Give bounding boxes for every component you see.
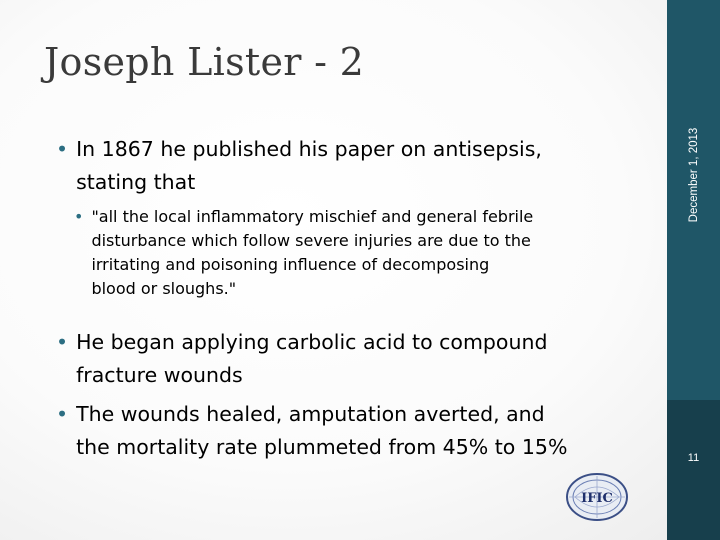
bullet-3-line-1: The wounds healed, amputation averted, and: [76, 402, 545, 426]
bullet-item-2: [56, 326, 547, 392]
bullet-dot-icon: •: [56, 137, 69, 161]
sub-bullet-line-1: "all the local inflammatory mischief and general febrile: [91, 207, 534, 226]
bullet-dot-icon: •: [56, 402, 69, 426]
sub-bullet-line-3: irritating and poisoning influence of decomposing: [91, 255, 490, 274]
bullet-2-line-2: fracture wounds: [76, 362, 243, 387]
ific-logo-icon: [565, 472, 629, 522]
slide-title: Joseph Lister - 2: [44, 40, 365, 84]
bullet-dot-icon: •: [74, 207, 84, 226]
logo-text: IFIC: [581, 491, 613, 506]
sub-bullet-line-4: blood or sloughs.": [91, 279, 237, 298]
side-bar-footer: [667, 400, 720, 540]
page-number: 11: [687, 452, 700, 464]
bullet-dot-icon: •: [56, 330, 69, 354]
bullet-item-1: [56, 133, 542, 199]
bullet-2-line-1: He began applying carbolic acid to compound: [76, 330, 548, 354]
date-label: December 1, 2013: [688, 127, 700, 223]
bullet-1-line-2: stating that: [76, 169, 196, 194]
sub-bullet-line-2: disturbance which follow severe injuries are due to the: [91, 231, 531, 250]
sub-bullet-item: [74, 205, 533, 301]
bullet-3-line-2: the mortality rate plummeted from 45% to 15%: [76, 434, 568, 459]
bullet-1-line-1: In 1867 he published his paper on antisepsis,: [76, 137, 542, 161]
bullet-item-3: [56, 398, 567, 464]
